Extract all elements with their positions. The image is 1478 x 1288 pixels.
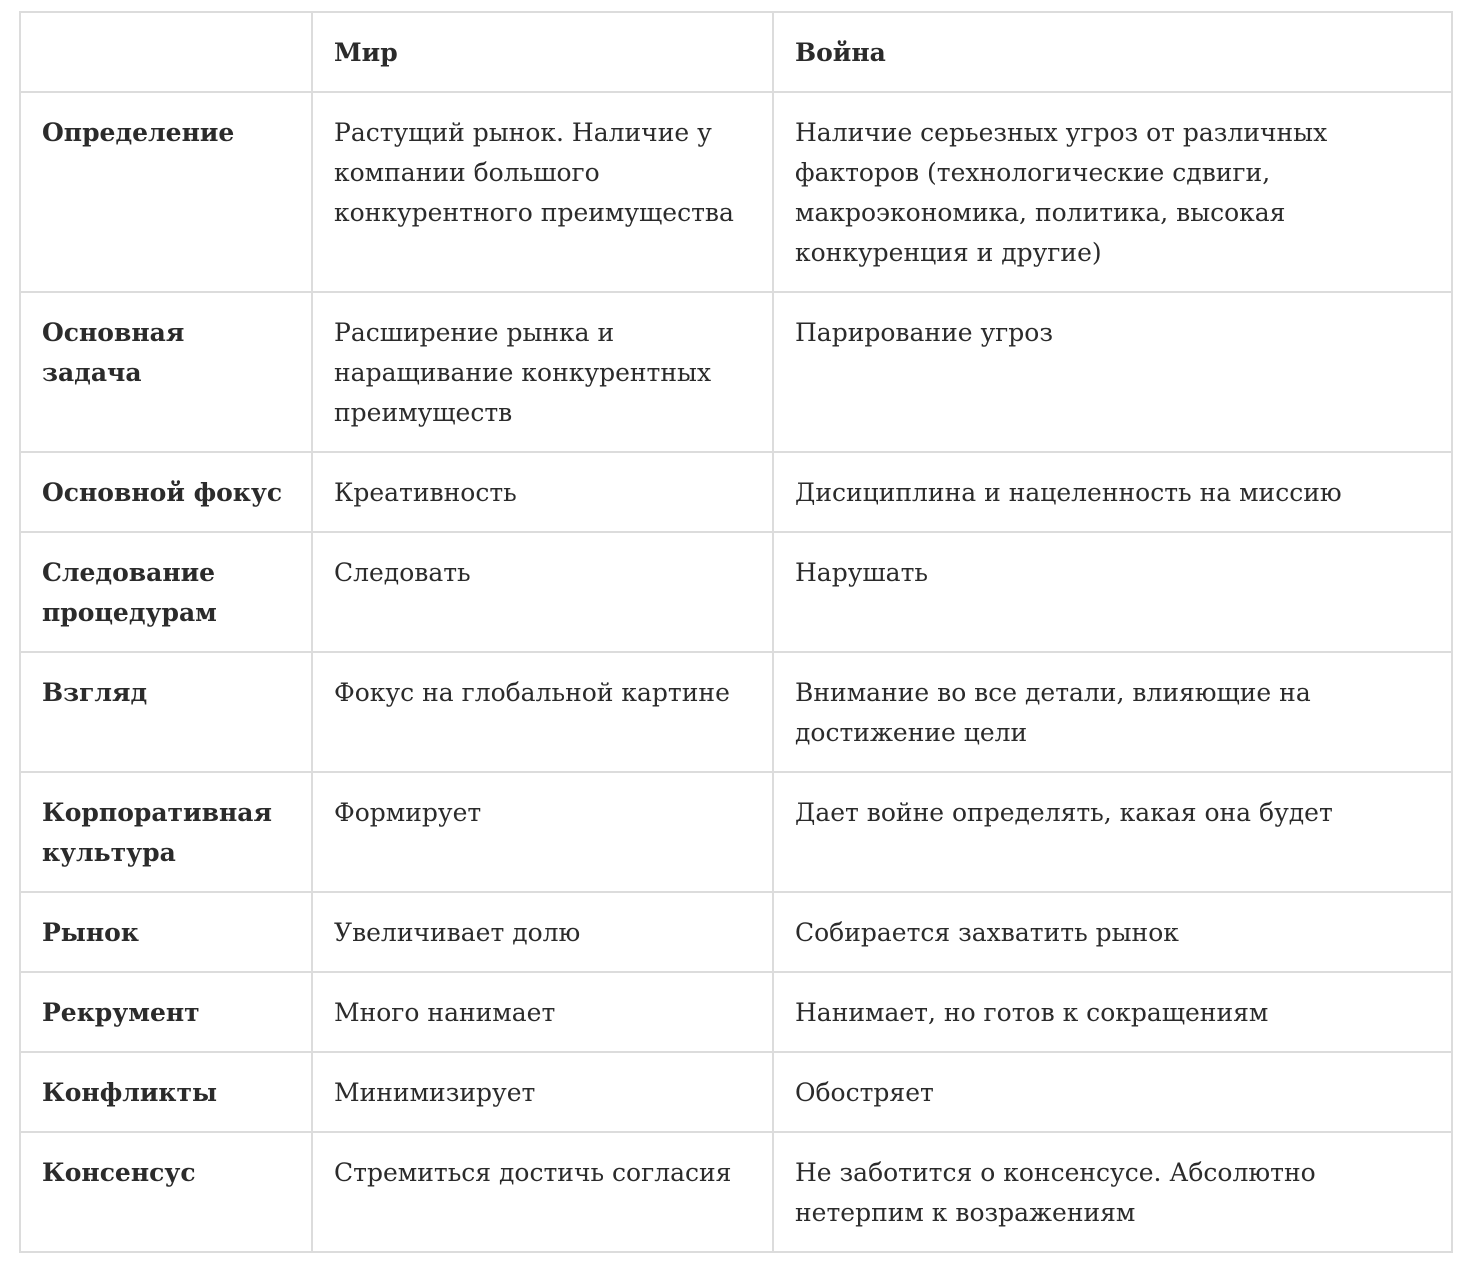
table-row (20, 292, 1452, 452)
row-label: Взгляд (20, 652, 312, 772)
table-row (20, 772, 1452, 892)
war-cell: Собирается захватить рынок (773, 892, 1452, 972)
war-cell: Дает войне определять, какая она будет (773, 772, 1452, 892)
table-row (20, 892, 1452, 972)
war-cell: Дисициплина и нацеленность на миссию (773, 452, 1452, 532)
row-label: Консенсус (20, 1132, 312, 1252)
row-label: Определение (20, 92, 312, 292)
table-row (20, 972, 1452, 1052)
table-row (20, 452, 1452, 532)
war-cell: Обостряет (773, 1052, 1452, 1132)
war-cell: Нанимает, но готов к сокращениям (773, 972, 1452, 1052)
peace-war-comparison-table (19, 11, 1453, 1253)
peace-cell: Формирует (312, 772, 773, 892)
war-cell: Не заботится о консенсусе. Абсолютно нетерпим к возражениям (773, 1132, 1452, 1252)
comparison-table-container (19, 11, 1453, 1253)
peace-cell: Следовать (312, 532, 773, 652)
header-peace: Мир (312, 12, 773, 92)
peace-cell: Увеличивает долю (312, 892, 773, 972)
peace-cell: Минимизирует (312, 1052, 773, 1132)
row-label: Основная задача (20, 292, 312, 452)
peace-cell: Много нанимает (312, 972, 773, 1052)
row-label: Корпоративная культура (20, 772, 312, 892)
peace-cell: Креативность (312, 452, 773, 532)
row-label: Основной фокус (20, 452, 312, 532)
table-header-row (20, 12, 1452, 92)
table-row (20, 1132, 1452, 1252)
table-row (20, 652, 1452, 772)
header-war: Война (773, 12, 1452, 92)
war-cell: Внимание во все детали, влияющие на достижение цели (773, 652, 1452, 772)
war-cell: Наличие серьезных угроз от различных факторов (технологические сдвиги, макроэкономика, политика, высокая конкуренция и другие) (773, 92, 1452, 292)
peace-cell: Растущий рынок. Наличие у компании большого конкурентного преимущества (312, 92, 773, 292)
table-row (20, 1052, 1452, 1132)
row-label: Рынок (20, 892, 312, 972)
row-label: Рекрумент (20, 972, 312, 1052)
header-empty-cell (20, 12, 312, 92)
war-cell: Нарушать (773, 532, 1452, 652)
row-label: Следование процедурам (20, 532, 312, 652)
war-cell: Парирование угроз (773, 292, 1452, 452)
row-label: Конфликты (20, 1052, 312, 1132)
peace-cell: Стремиться достичь согласия (312, 1132, 773, 1252)
table-row (20, 532, 1452, 652)
table-row (20, 92, 1452, 292)
peace-cell: Фокус на глобальной картине (312, 652, 773, 772)
peace-cell: Расширение рынка и наращивание конкурентных преимуществ (312, 292, 773, 452)
